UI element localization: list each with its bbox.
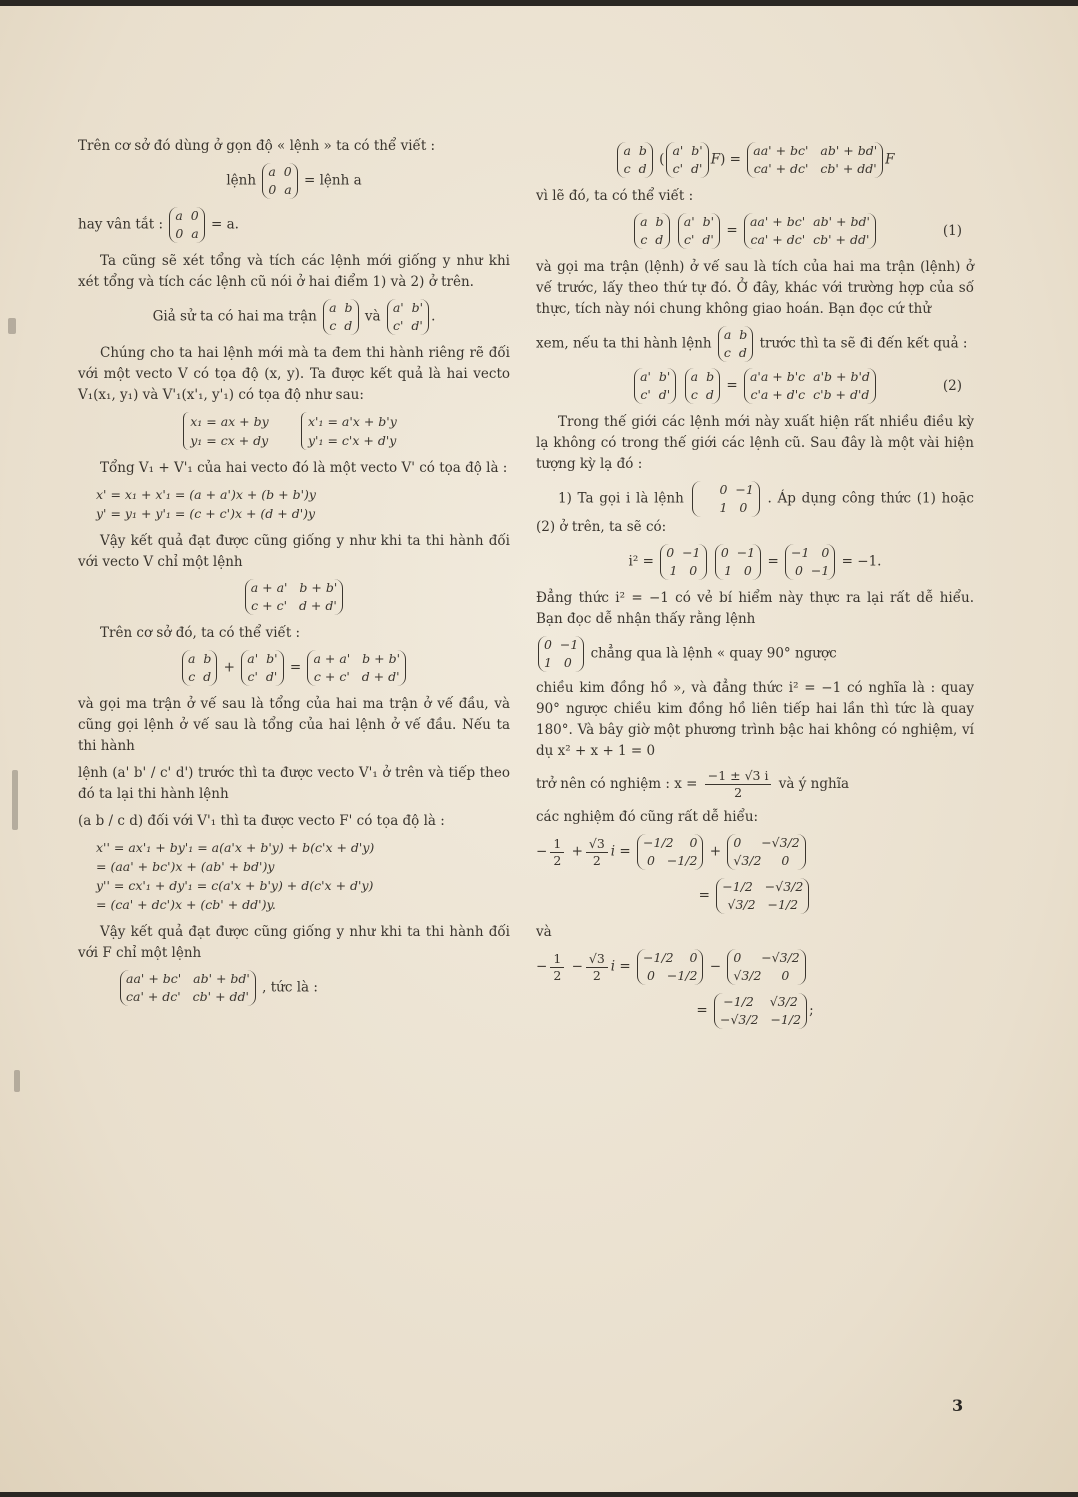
paragraph: vì lẽ đó, ta có thể viết : — [536, 188, 694, 204]
equation: − $\frac{1}{2}$ + $\frac{√3}{2}$ i = −1/2 0 0 −1/2 + 0 −√3/2 √3/2 0 — [536, 834, 974, 870]
equation: = −1/2 √3/2 −√3/2 −1/2 ; — [696, 994, 814, 1027]
paragraph: trở nên có nghiệm : x = $\frac{-1 \pm √3 i}{2}$ và ý nghĩa — [536, 768, 850, 800]
equation: a b c d + a' b' c' d' = a + a' b + b' c + c' d + d' — [78, 650, 510, 686]
paragraph: xem, nếu ta thi hành lệnh a b c d trước thì ta sẽ đi đến kết quả : — [536, 327, 968, 360]
equation-system: x₁ = ax + by y₁ = cx + dy x'₁ = a'x + b'y y'₁ = c'x + d'y — [78, 412, 510, 450]
paragraph: Trên cơ sở đó dùng ở gọn độ « lệnh » ta có thể viết : — [78, 138, 436, 154]
equation: − $\frac{1}{2}$ − $\frac{√3}{2}$ i = −1/2 0 0 −1/2 − 0 −√3/2 √3/2 0 — [536, 949, 974, 985]
equation: hay vân tắt : a 0 0 a = a. — [78, 208, 239, 241]
paragraph: 0 −1 1 0 chẳng qua là lệnh « quay 90° ngược — [536, 636, 974, 672]
paragraph: Vậy kết quả đạt được cũng giống y như khi ta thi hành đối với F chỉ một lệnh — [78, 924, 510, 961]
paragraph: chiều kim đồng hồ », và đẳng thức i² = −1 có nghĩa là : quay 90° ngược chiều kim đồng hồ liên tiếp hai lần thì tức là quay 180°. Và bây giờ một phương trình bậc hai không có nghiệm, ví dụ x² + x + 1 = 0 — [536, 680, 974, 759]
paragraph: Chúng cho ta hai lệnh mới mà ta đem thi hành riêng rẽ đối với một vecto V có tọa độ (x, y). Ta được kết quả là hai vecto V₁(x₁, y₁) và V'₁(x'₁, y'₁) có tọa độ như sau: — [78, 345, 510, 403]
equation: lệnh a 0 0 a = lệnh a — [226, 164, 362, 197]
top-edge — [0, 0, 1078, 6]
equation: = −1/2 −√3/2 √3/2 −1/2 — [536, 878, 974, 914]
paragraph: Đẳng thức i² = −1 có vẻ bí hiểm này thực ra lại rất dễ hiểu. Bạn đọc dễ nhận thấy rằng lệnh — [536, 590, 974, 627]
paragraph: các nghiệm đó cũng rất dễ hiểu: — [536, 809, 759, 825]
margin-mark — [12, 770, 18, 830]
equation: a + a' b + b' c + c' d + d' — [78, 579, 510, 615]
equation: a b c d ( a' b' c' d' F) = aa' + bc' ab' + bd' ca' + dc' cb' + dd' F — [536, 142, 974, 178]
left-column — [78, 136, 510, 1014]
paragraph: và gọi ma trận ở vế sau là tổng của hai ma trận ở vế đầu, và cũng gọi lệnh ở vế sau là tổng của hai lệnh ở vế đầu. Nếu ta thi hành — [78, 696, 510, 754]
equation: x'' = ax'₁ + by'₁ = a(a'x + b'y) + b(c'x + d'y) = (aa' + bc')x + (ab' + bd')y y'' = cx'₁ + dy'₁ = c(a'x + b'y) + d(c'x + d'y) = (ca' + dc')x + (cb' + dd')y. — [96, 840, 375, 912]
paragraph: lệnh (a' b' / c' d') trước thì ta được vecto V'₁ ở trên và tiếp theo đó ta lại thi hành lệnh — [78, 765, 510, 802]
paragraph: và gọi ma trận (lệnh) ở vế sau là tích của hai ma trận (lệnh) ở vế trước, lấy theo thứ tự đó. Ở đây, khác với trường hợp của số thực, tích này nói chung không giao hoán. Bạn đọc cứ thử — [536, 259, 974, 317]
bottom-edge — [0, 1492, 1078, 1497]
equation-1: a b c d a' b' c' d' = aa' + bc' ab' + bd' ca' + dc' cb' + dd' (1) — [536, 213, 974, 249]
equation: Giả sử ta có hai ma trận a b c d và a' b' c' d' . — [152, 300, 436, 333]
paragraph: (a b / c d) đối với V'₁ thì ta được vecto F' có tọa độ là : — [78, 813, 445, 829]
equation: x' = x₁ + x'₁ = (a + a')x + (b + b')y y' = y₁ + y'₁ = (c + c')x + (d + d')y — [96, 487, 316, 521]
paragraph: và — [536, 924, 552, 940]
matrix: a 0 0 a — [262, 163, 297, 199]
margin-mark — [14, 1070, 20, 1092]
matrix: a 0 0 a — [169, 207, 204, 243]
page-number: 3 — [952, 1396, 964, 1415]
margin-mark — [8, 318, 16, 334]
paragraph: Tổng V₁ + V'₁ của hai vecto đó là một vecto V' có tọa độ là : — [100, 460, 508, 476]
paragraph: Trên cơ sở đó, ta có thể viết : — [100, 625, 301, 641]
right-column — [536, 136, 974, 1037]
paragraph: Ta cũng sẽ xét tổng và tích các lệnh mới giống y như khi xét tổng và tích các lệnh cũ nói ở hai điểm 1) và 2) ở trên. — [78, 253, 510, 290]
paragraph: 1) Ta gọi i là lệnh 0 −1 1 0 . Áp dụng công thức (1) hoặc (2) ở trên, ta sẽ có: — [536, 482, 974, 535]
equation: aa' + bc' ab' + bd' ca' + dc' cb' + dd' , tức là : — [78, 970, 510, 1006]
equation-2: a' b' c' d' a b c d = a'a + b'c a'b + b'd c'a + d'c c'b + d'd (2) — [536, 368, 974, 404]
paragraph: Vậy kết quả đạt được cũng giống y như khi ta thi hành đối với vecto V chỉ một lệnh — [78, 533, 510, 570]
equation: i² = 0 −1 1 0 0 −1 1 0 = −1 0 0 −1 = −1. — [628, 545, 882, 578]
paragraph: Trong thế giới các lệnh mới này xuất hiện rất nhiều điều kỳ lạ không có trong thế giới các lệnh cũ. Sau đây là một vài hiện tượng kỳ lạ đó : — [536, 414, 974, 472]
